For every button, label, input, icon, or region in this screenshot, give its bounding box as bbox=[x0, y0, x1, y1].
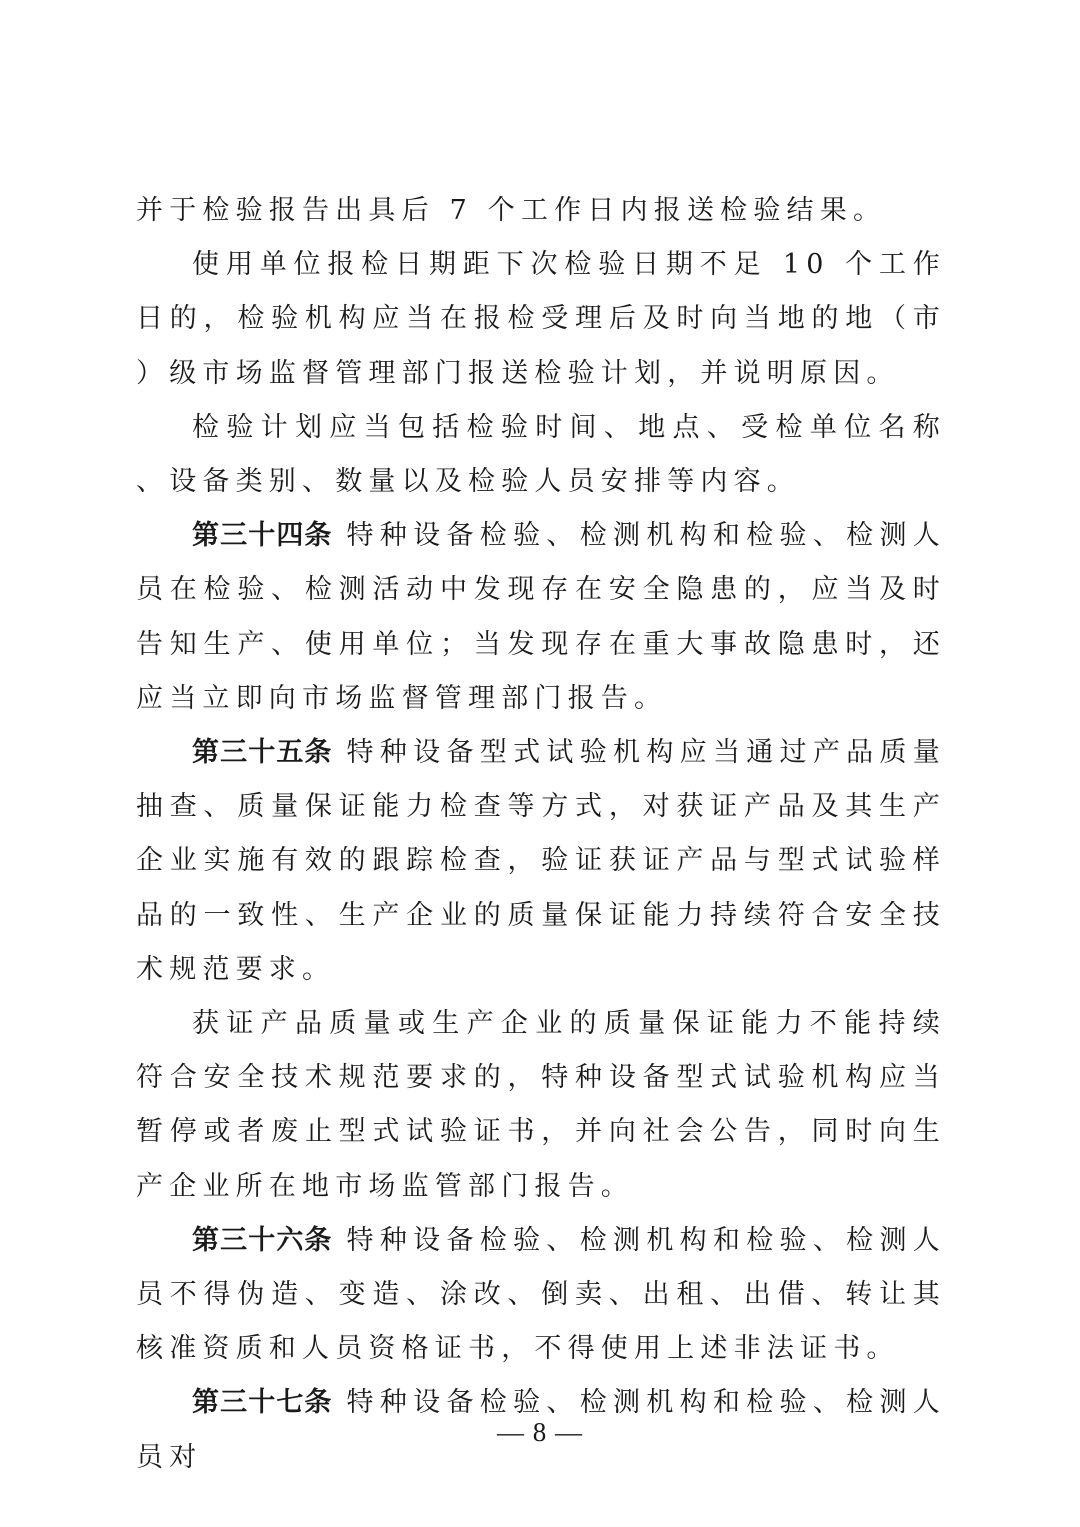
article-number: 第三十五条 bbox=[192, 737, 333, 769]
paragraph bbox=[136, 238, 946, 401]
article-number: 第三十四条 bbox=[192, 520, 333, 552]
paragraph-text: 特种设备检验、检测机构和检验、检测人员对 bbox=[136, 1387, 946, 1473]
paragraph-text: 特种设备检验、检测机构和检验、检测人员不得伪造、变造、涂改、倒卖、出租、出借、转让其核准资质和人员资格证书，不得使用上述非法证书。 bbox=[136, 1224, 946, 1365]
article-35 bbox=[136, 726, 946, 997]
paragraph-text: 使用单位报检日期距下次检验日期不足 10 个工作日的，检验机构应当在报检受理后及时向当地的地（市）级市场监督管理部门报送检验计划，并说明原因。 bbox=[136, 249, 946, 389]
paragraph-text: 获证产品质量或生产企业的质量保证能力不能持续符合安全技术规范要求的，特种设备型式试验机构应当暂停或者废止型式试验证书，并向社会公告，同时向生产企业所在地市场监管部门报告。 bbox=[136, 1008, 946, 1202]
paragraph bbox=[136, 401, 946, 509]
page-number: — 8 — bbox=[497, 1417, 583, 1447]
paragraph-text: 检验计划应当包括检验时间、地点、受检单位名称、设备类别、数量以及检验人员安排等内容。 bbox=[136, 411, 946, 498]
document-body bbox=[136, 184, 946, 1485]
paragraph-text: 并于检验报告出具后 7 个工作日内报送检验结果。 bbox=[136, 195, 887, 226]
paragraph bbox=[136, 997, 946, 1214]
paragraph-continuation bbox=[136, 184, 946, 238]
article-number: 第三十七条 bbox=[192, 1387, 333, 1419]
paragraph-text: 特种设备型式试验机构应当通过产品质量抽查、质量保证能力检查等方式，对获证产品及其生产企业实施有效的跟踪检查，验证获证产品与型式试验样品的一致性、生产企业的质量保证能力持续符合安全技术规范要求。 bbox=[136, 737, 946, 985]
paragraph-text: 特种设备检验、检测机构和检验、检测人员在检验、检测活动中发现存在安全隐患的，应当及时告知生产、使用单位；当发现存在重大事故隐患时，还应当立即向市场监督管理部门报告。 bbox=[136, 520, 946, 714]
article-34 bbox=[136, 509, 946, 726]
article-number: 第三十六条 bbox=[192, 1224, 333, 1256]
article-36 bbox=[136, 1214, 946, 1377]
